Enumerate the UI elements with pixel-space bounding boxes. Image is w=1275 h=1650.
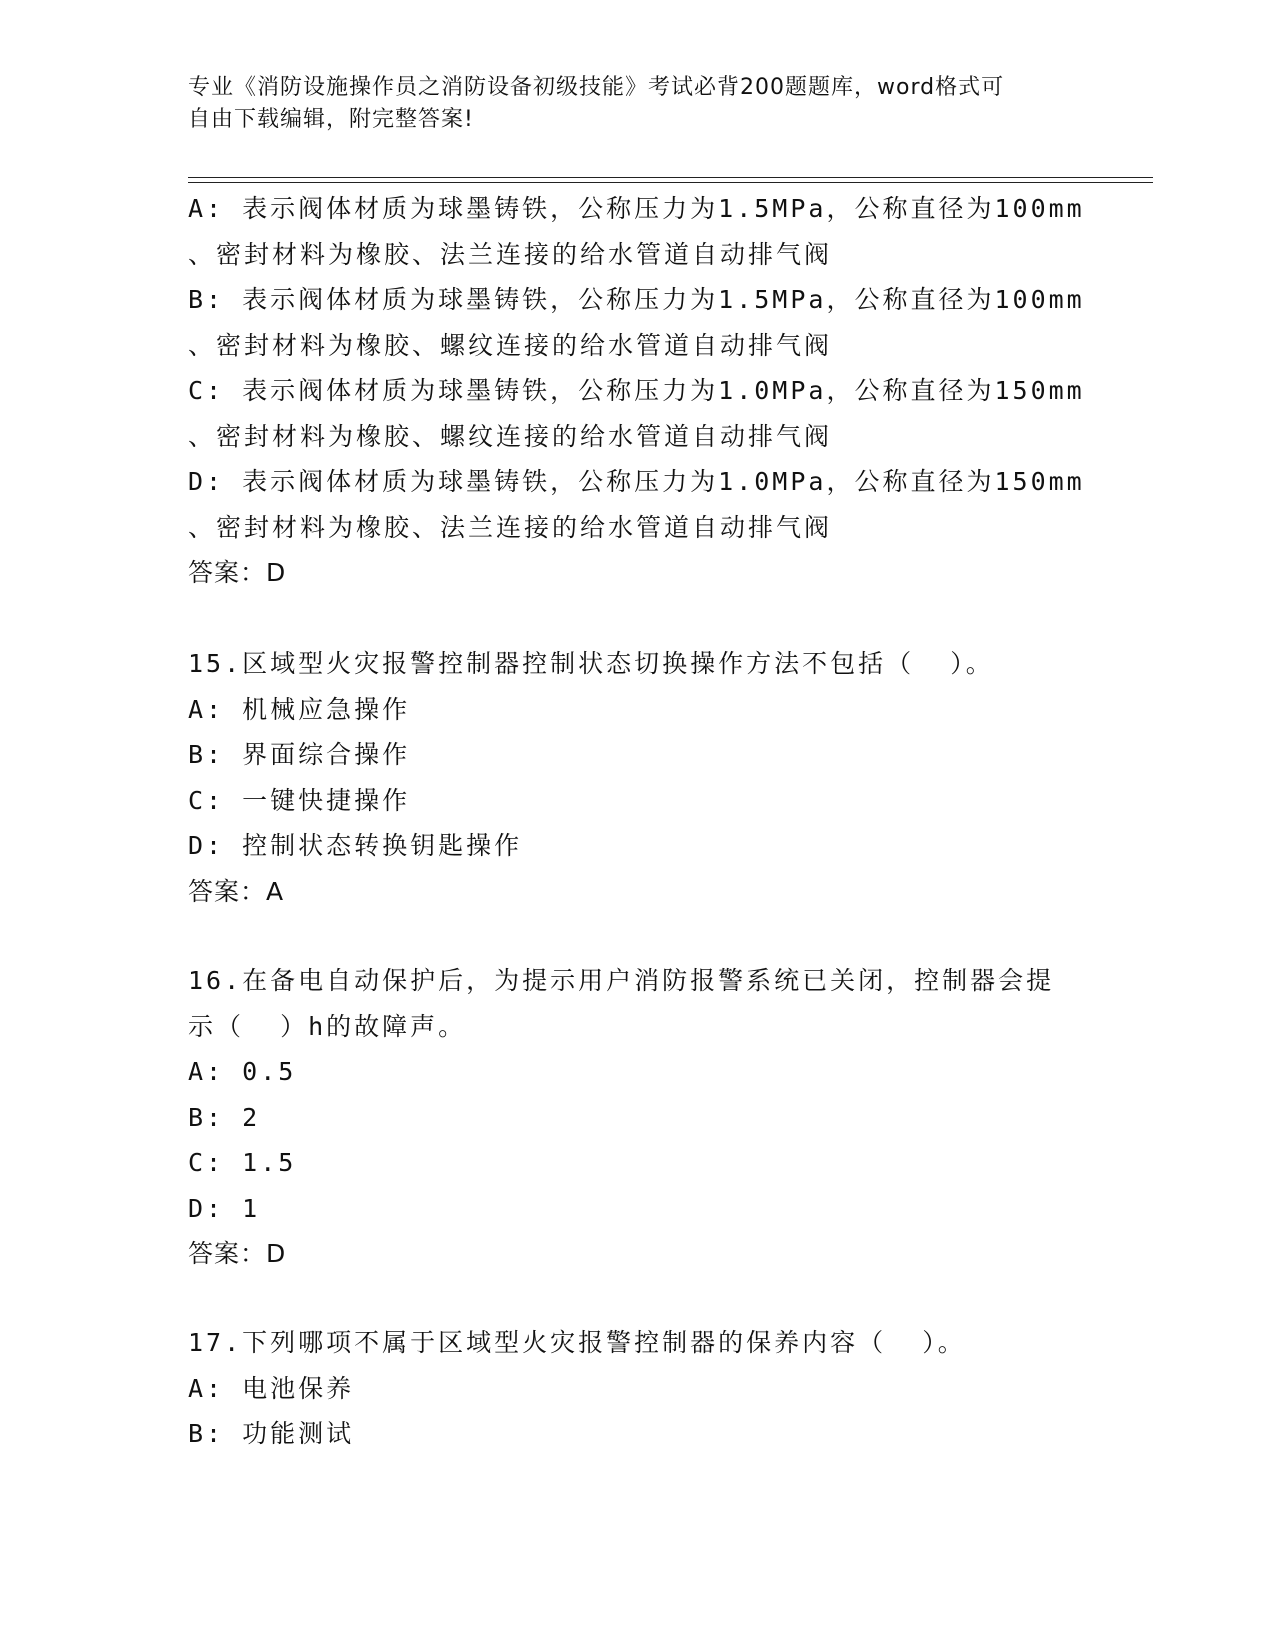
question-14-block (188, 186, 1088, 596)
header-divider-top (188, 177, 1153, 178)
question-17-block (188, 1320, 1088, 1457)
option-d-line-1: D: 表示阀体材质为球墨铸铁，公称压力为1.0MPa，公称直径为150mm (188, 467, 1085, 496)
option-a: A: 0.5 (188, 1057, 297, 1086)
option-c-line-2: 、密封材料为橡胶、螺纹连接的给水管道自动排气阀 (188, 421, 833, 451)
option-a-line-1: A: 表示阀体材质为球墨铸铁，公称压力为1.5MPa，公称直径为100mm (188, 194, 1085, 223)
question-stem-line-1: 16.在备电自动保护后，为提示用户消防报警系统已关闭，控制器会提 (188, 966, 1055, 995)
document-header (188, 72, 1088, 136)
option-d: D: 1 (188, 1193, 261, 1223)
answer-line: 答案：D (188, 1239, 287, 1268)
question-stem-line-2: 示（ ）h的故障声。 (188, 1011, 467, 1041)
header-divider-bottom (188, 182, 1153, 183)
answer-line: 答案：D (188, 558, 287, 587)
option-c: C: 1.5 (188, 1148, 297, 1177)
option-b: B: 界面综合操作 (188, 740, 411, 769)
question-15-block (188, 641, 1088, 914)
option-c-line-1: C: 表示阀体材质为球墨铸铁，公称压力为1.0MPa，公称直径为150mm (188, 376, 1085, 405)
option-a-line-2: 、密封材料为橡胶、法兰连接的给水管道自动排气阀 (188, 239, 833, 269)
option-b-line-1: B: 表示阀体材质为球墨铸铁，公称压力为1.5MPa，公称直径为100mm (188, 285, 1085, 314)
option-b: B: 2 (188, 1102, 261, 1132)
option-a: A: 电池保养 (188, 1373, 355, 1403)
header-line-1: 专业《消防设施操作员之消防设备初级技能》考试必背200题题库，word格式可 (188, 75, 1005, 100)
answer-line: 答案：A (188, 876, 285, 906)
option-b: B: 功能测试 (188, 1419, 355, 1448)
question-stem: 17.下列哪项不属于区域型火灾报警控制器的保养内容（ ）。 (188, 1328, 966, 1357)
option-d-line-2: 、密封材料为橡胶、法兰连接的给水管道自动排气阀 (188, 512, 833, 542)
header-line-2: 自由下载编辑，附完整答案! (188, 107, 474, 132)
question-16-block (188, 958, 1088, 1277)
option-c: C: 一键快捷操作 (188, 785, 411, 815)
option-d: D: 控制状态转换钥匙操作 (188, 831, 523, 860)
question-stem: 15.区域型火灾报警控制器控制状态切换操作方法不包括（ ）。 (188, 649, 994, 678)
option-a: A: 机械应急操作 (188, 694, 411, 724)
option-b-line-2: 、密封材料为橡胶、螺纹连接的给水管道自动排气阀 (188, 330, 833, 360)
